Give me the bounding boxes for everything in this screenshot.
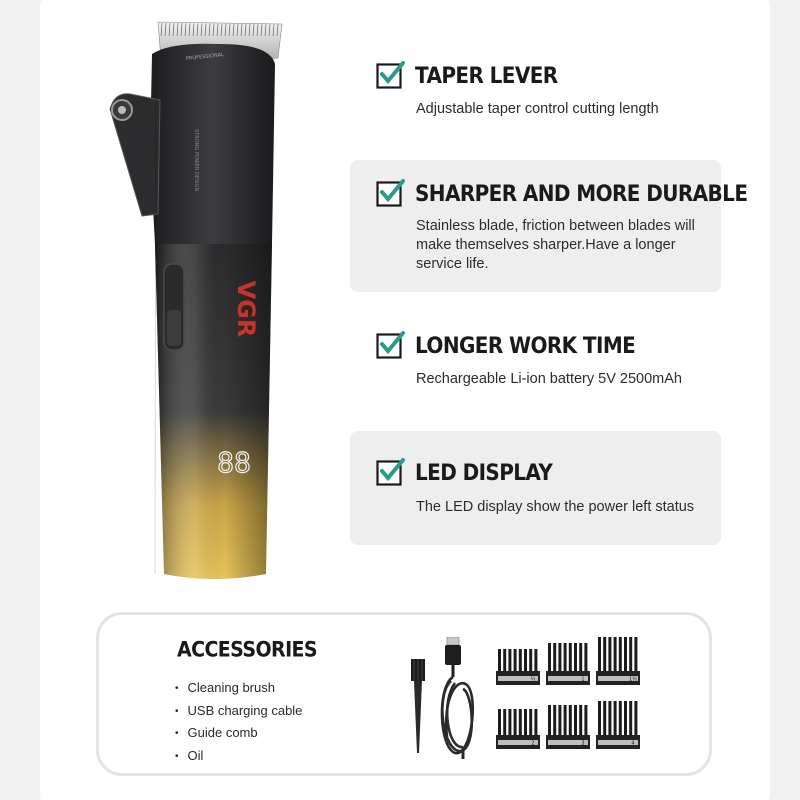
comb-label: 2 [531, 740, 535, 747]
feature-title: LONGER WORK TIME [415, 331, 636, 358]
comb-label: ½ [530, 676, 536, 683]
feature-sharper-blade [350, 160, 748, 292]
guide-comb [546, 705, 590, 749]
brand-logo: VGR [232, 280, 260, 338]
guide-comb [496, 709, 540, 749]
checkbox-check-icon [376, 330, 405, 359]
usb-cable-icon [433, 637, 485, 759]
guide-combs-icon [495, 635, 647, 753]
guide-comb [496, 649, 540, 685]
comb-label: 1 [581, 676, 585, 683]
feature-title: TAPER LEVER [415, 61, 558, 88]
feature-taper-lever [350, 50, 721, 130]
svg-text:PROFESSIONAL: PROFESSIONAL [185, 52, 225, 62]
hair-clipper-svg [100, 14, 300, 579]
list-item: • Guide comb [175, 722, 302, 745]
checkbox-check-icon [376, 60, 405, 89]
hair-clipper-image [100, 14, 300, 579]
comb-label: 4 [631, 740, 635, 747]
list-item: • USB charging cable [175, 700, 302, 723]
feature-description: Stainless blade, friction between blades will make themselves sharper.Have a longer service life. [416, 218, 695, 272]
feature-work-time [350, 322, 721, 402]
comb-label: 1½ [628, 676, 638, 683]
led-display: 88 [217, 446, 251, 479]
list-item: • Cleaning brush [175, 677, 302, 700]
feature-description: Adjustable taper control cutting length [416, 101, 659, 117]
feature-title: LED DISPLAY [415, 458, 553, 485]
checkbox-check-icon [376, 178, 405, 207]
feature-description: The LED display show the power left status [416, 499, 695, 515]
guide-comb [596, 637, 640, 685]
comb-label: 3 [581, 740, 585, 747]
feature-led-display [350, 431, 721, 545]
svg-text:STRONG POWER DESIGN: STRONG POWER DESIGN [193, 129, 199, 192]
list-item: • Oil [175, 745, 302, 768]
feature-description: Rechargeable Li-ion battery 5V 2500mAh [416, 371, 682, 387]
accessories-box [96, 612, 712, 776]
accessories-title: ACCESSORIES [177, 637, 318, 663]
taper-lever [110, 94, 160, 216]
guide-comb [596, 701, 640, 749]
checkbox-check-icon [376, 457, 405, 486]
cleaning-brush-icon [407, 659, 429, 755]
accessories-list [175, 677, 302, 767]
guide-comb [546, 643, 590, 685]
feature-title: SHARPER AND MORE DURABLE [415, 179, 748, 206]
